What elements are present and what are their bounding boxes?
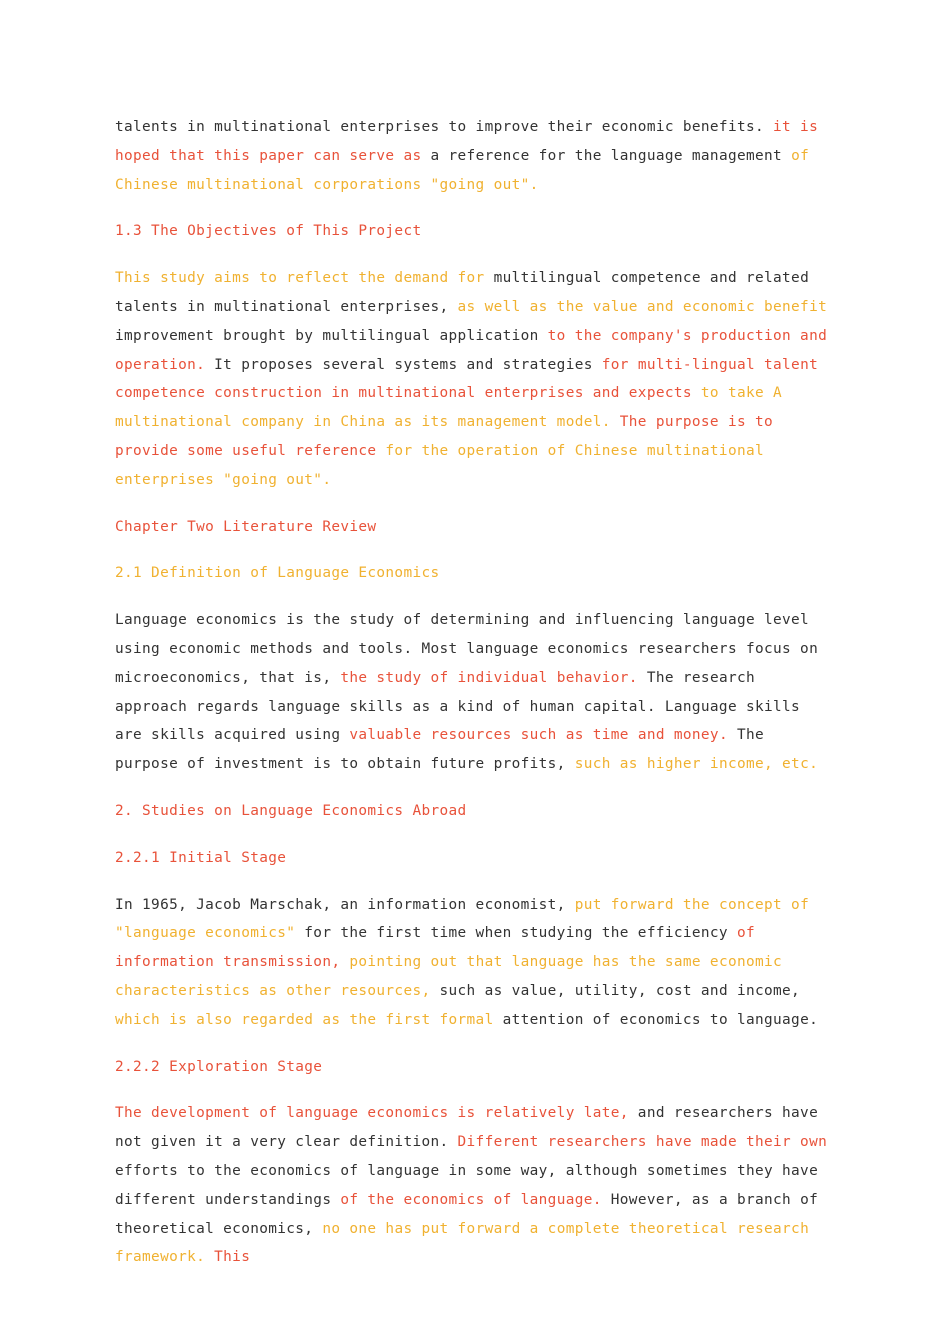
- heading-2-studies-abroad: [115, 797, 835, 826]
- definition-paragraph: [115, 606, 835, 779]
- text-segment: Different researchers have made their own: [457, 1134, 828, 1151]
- text-segment: the study of individual behavior.: [340, 669, 638, 686]
- text-segment: such as value, utility, cost and income,: [430, 982, 801, 999]
- document-page: [115, 113, 835, 1290]
- text-segment: of the economics of language.: [340, 1191, 602, 1208]
- text-segment: attention of economics to language.: [493, 1011, 819, 1028]
- text-segment: This study aims to reflect the demand for: [115, 270, 485, 287]
- exploration-stage-paragraph: [115, 1099, 835, 1272]
- text-segment: it is hoped that this paper can serve as: [115, 119, 819, 164]
- objectives-paragraph: [115, 264, 835, 494]
- text-segment: valuable resources such as time and money.: [349, 727, 728, 744]
- text-segment: 2.2.2 Exploration Stage: [115, 1058, 323, 1075]
- initial-stage-paragraph: [115, 891, 835, 1035]
- text-segment: 2. Studies on Language Economics Abroad: [115, 802, 467, 819]
- text-segment: of information transmission,: [115, 925, 755, 971]
- text-segment: In 1965, Jacob Marschak, an information economist,: [115, 896, 575, 913]
- text-segment: pointing out that language has the same economic characteristics as other resources,: [115, 954, 783, 999]
- text-segment: 2.1 Definition of Language Economics: [115, 565, 440, 582]
- text-segment: The purpose of investment is to obtain future profits,: [115, 727, 765, 773]
- text-segment: as well as the value and economic benefit: [457, 298, 828, 315]
- text-segment: The purpose is to provide some useful reference: [115, 414, 774, 459]
- intro-paragraph: [115, 113, 835, 199]
- text-segment: talents in multinational enterprises to improve their economic benefits.: [115, 119, 774, 135]
- text-segment: improvement brought by multilingual application: [115, 327, 548, 344]
- text-segment: a reference for the language management: [421, 147, 792, 164]
- text-segment: The research approach regards language skills as a kind of human capital. Language skills are skills acquired using: [115, 669, 801, 744]
- text-segment: The development of language economics is relatively late,: [115, 1105, 629, 1122]
- heading-chapter-two: [115, 513, 835, 542]
- heading-2-1-definition: [115, 559, 835, 588]
- text-segment: for the operation of Chinese multinational enterprises "going out".: [115, 442, 765, 488]
- heading-2-2-2-exploration: [115, 1053, 835, 1082]
- text-segment: It proposes several systems and strategies: [205, 356, 602, 373]
- text-segment: which is also regarded as the first formal: [115, 1011, 494, 1028]
- heading-2-2-1-initial: [115, 844, 835, 873]
- text-segment: and researchers have not given it a very clear definition.: [115, 1105, 819, 1151]
- text-segment: put forward the concept of "language economics": [115, 896, 810, 942]
- text-segment: for multi-lingual talent competence construction in multinational enterprises and expects: [115, 356, 819, 402]
- text-segment: no one has put forward a complete theoretical research framework.: [115, 1220, 810, 1266]
- text-segment: of Chinese multinational corporations "going out".: [115, 147, 810, 193]
- text-segment: However, as a branch of theoretical economics,: [115, 1191, 819, 1237]
- text-segment: to take A multinational company in China as its management model.: [115, 385, 783, 431]
- text-segment: Language economics is the study of determining and influencing language level using economic methods and tools. Most language economics researchers focus on microeconomics, that is,: [115, 612, 819, 686]
- text-segment: efforts to the economics of language in some way, although sometimes they have different understandings: [115, 1162, 819, 1208]
- text-segment: 1.3 The Objectives of This Project: [115, 223, 422, 240]
- text-segment: multilingual competence and related talents in multinational enterprises,: [115, 270, 810, 315]
- heading-1-3-objectives: [115, 217, 835, 246]
- text-segment: to the company's production and operation.: [115, 327, 828, 373]
- text-segment: Chapter Two Literature Review: [115, 518, 377, 535]
- text-segment: This: [205, 1249, 251, 1266]
- text-segment: 2.2.1 Initial Stage: [115, 849, 287, 866]
- text-segment: such as higher income, etc.: [574, 756, 819, 773]
- text-segment: for the first time when studying the efficiency: [295, 925, 737, 942]
